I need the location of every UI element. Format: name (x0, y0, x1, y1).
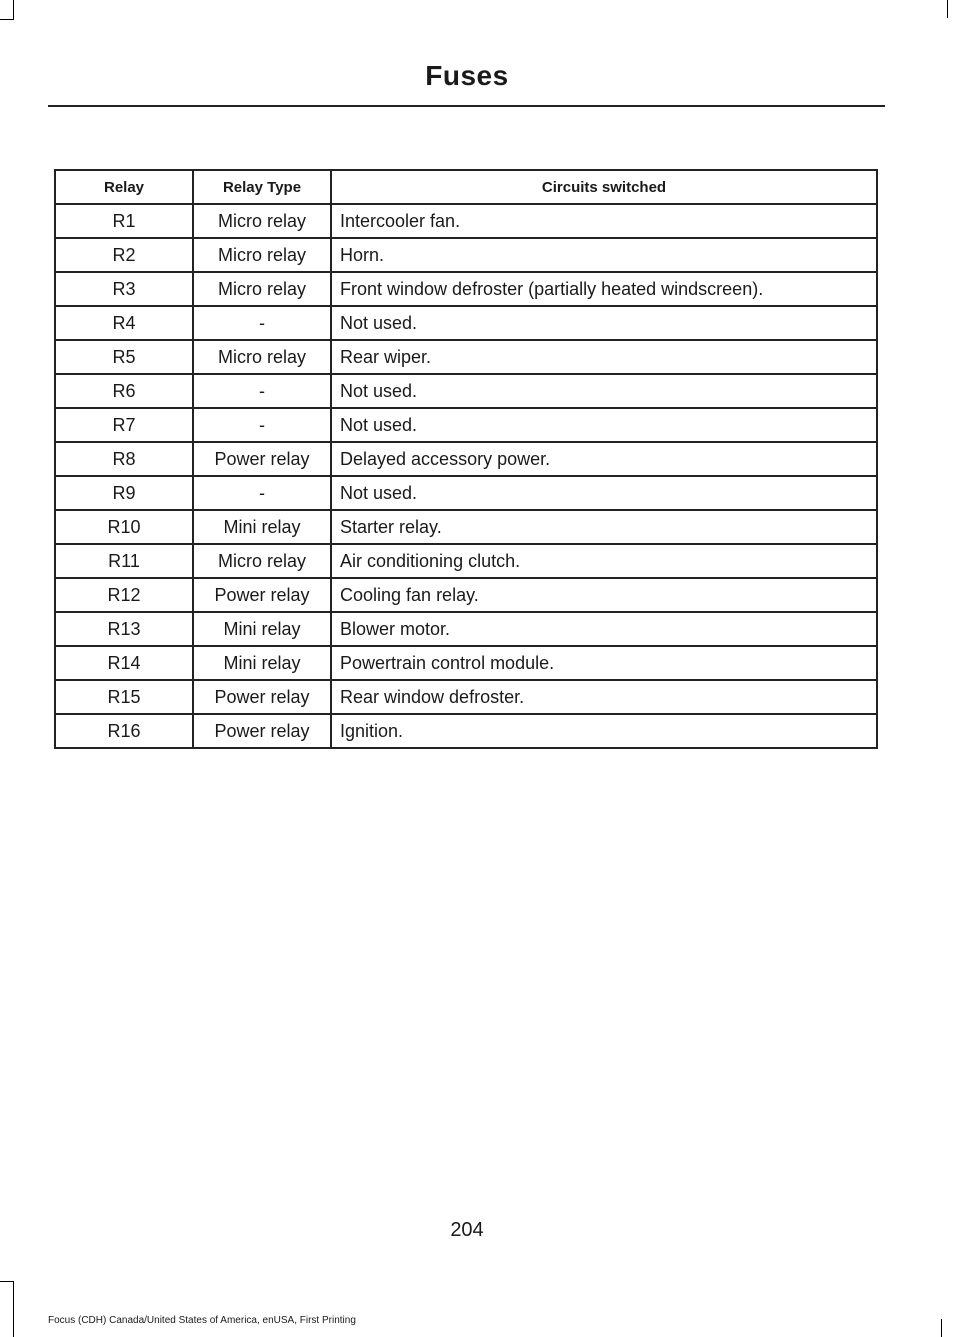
crop-mark (13, 0, 14, 20)
circuit-cell: Starter relay. (331, 510, 877, 544)
relay-type-cell: Power relay (193, 714, 331, 748)
relay-type-cell: Mini relay (193, 612, 331, 646)
table-row (55, 306, 877, 340)
circuit-cell: Cooling fan relay. (331, 578, 877, 612)
circuit-cell: Rear wiper. (331, 340, 877, 374)
circuit-cell: Front window defroster (partially heated windscreen). (331, 272, 877, 306)
relay-cell: R8 (55, 442, 193, 476)
relay-cell: R3 (55, 272, 193, 306)
relay-cell: R9 (55, 476, 193, 510)
title-divider (48, 105, 885, 107)
footer-text: Focus (CDH) Canada/United States of America, enUSA, First Printing (48, 1315, 356, 1326)
relay-cell: R12 (55, 578, 193, 612)
table-row (55, 578, 877, 612)
circuit-cell: Delayed accessory power. (331, 442, 877, 476)
circuit-cell: Not used. (331, 476, 877, 510)
relay-type-cell: Mini relay (193, 646, 331, 680)
circuit-cell: Not used. (331, 374, 877, 408)
relay-cell: R11 (55, 544, 193, 578)
relay-type-cell: Micro relay (193, 340, 331, 374)
relay-type-cell: Power relay (193, 680, 331, 714)
relay-cell: R1 (55, 204, 193, 238)
table-row (55, 714, 877, 748)
table-header-row (55, 170, 877, 204)
relay-type-cell: - (193, 408, 331, 442)
page-title: Fuses (425, 60, 509, 91)
table-row (55, 238, 877, 272)
relay-type-cell: - (193, 374, 331, 408)
relay-cell: R10 (55, 510, 193, 544)
circuit-cell: Blower motor. (331, 612, 877, 646)
table-body (55, 204, 877, 748)
relay-type-cell: Power relay (193, 442, 331, 476)
table-row (55, 442, 877, 476)
circuit-cell: Not used. (331, 408, 877, 442)
circuit-cell: Ignition. (331, 714, 877, 748)
crop-mark (13, 1281, 14, 1337)
relay-cell: R14 (55, 646, 193, 680)
circuit-cell: Not used. (331, 306, 877, 340)
relay-cell: R7 (55, 408, 193, 442)
relay-table (54, 169, 878, 749)
relay-type-cell: Mini relay (193, 510, 331, 544)
table-row (55, 374, 877, 408)
circuit-cell: Intercooler fan. (331, 204, 877, 238)
circuit-cell: Rear window defroster. (331, 680, 877, 714)
table-row (55, 340, 877, 374)
table-row (55, 476, 877, 510)
table-row (55, 204, 877, 238)
relay-type-cell: Micro relay (193, 204, 331, 238)
table-row (55, 680, 877, 714)
crop-mark (941, 1319, 942, 1337)
table-row (55, 646, 877, 680)
relay-type-cell: - (193, 476, 331, 510)
table-row (55, 408, 877, 442)
page-number: 204 (450, 1219, 484, 1241)
relay-cell: R5 (55, 340, 193, 374)
circuit-cell: Horn. (331, 238, 877, 272)
relay-type-cell: Micro relay (193, 272, 331, 306)
crop-mark (0, 1281, 13, 1282)
circuit-cell: Powertrain control module. (331, 646, 877, 680)
crop-mark (947, 0, 948, 18)
table-row (55, 612, 877, 646)
relay-cell: R4 (55, 306, 193, 340)
header-circuits-switched: Circuits switched (331, 170, 877, 204)
relay-cell: R16 (55, 714, 193, 748)
relay-type-cell: Micro relay (193, 544, 331, 578)
table-row (55, 544, 877, 578)
table-row (55, 272, 877, 306)
relay-cell: R13 (55, 612, 193, 646)
relay-cell: R6 (55, 374, 193, 408)
relay-cell: R2 (55, 238, 193, 272)
relay-type-cell: - (193, 306, 331, 340)
header-relay: Relay (55, 170, 193, 204)
crop-mark (0, 19, 13, 20)
relay-cell: R15 (55, 680, 193, 714)
table-row (55, 510, 877, 544)
relay-type-cell: Micro relay (193, 238, 331, 272)
relay-type-cell: Power relay (193, 578, 331, 612)
circuit-cell: Air conditioning clutch. (331, 544, 877, 578)
header-relay-type: Relay Type (193, 170, 331, 204)
